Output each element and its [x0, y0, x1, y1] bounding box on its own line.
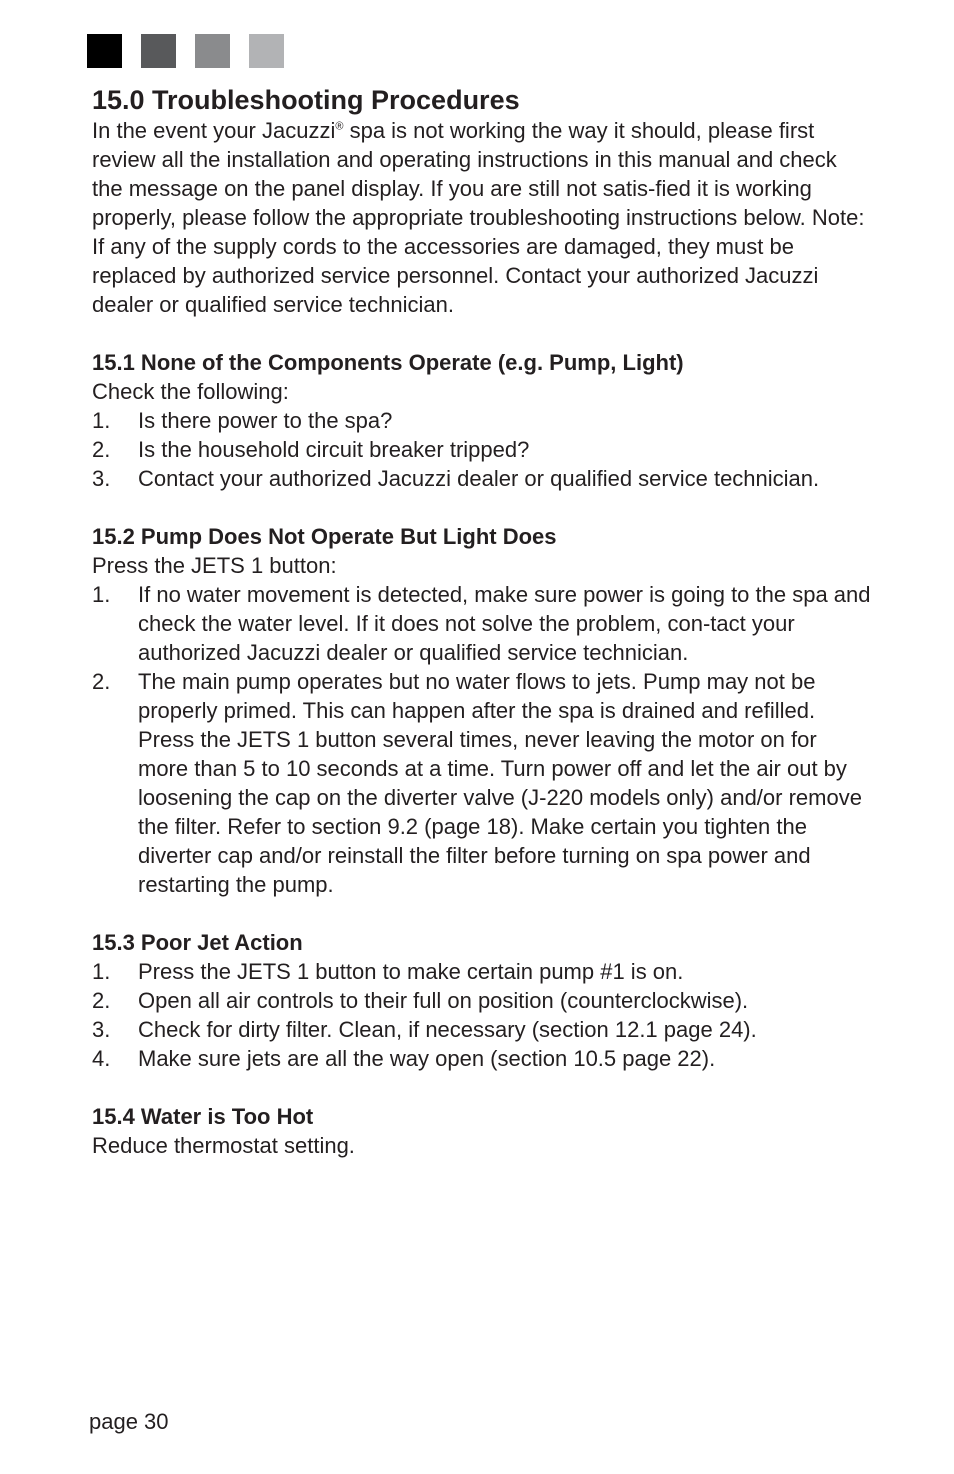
item-text: Open all air controls to their full on position (counterclockwise).	[138, 988, 749, 1013]
section-15-2	[92, 522, 872, 899]
section-heading: 15.2 Pump Does Not Operate But Light Does	[92, 524, 557, 549]
section-lead: Check the following:	[92, 379, 289, 404]
list-item	[92, 406, 872, 435]
item-text: Check for dirty filter. Clean, if necessary (section 12.1 page 24).	[138, 1017, 757, 1042]
item-number: 2.	[92, 437, 111, 462]
list-item	[92, 435, 872, 464]
intro-text-start: In the event your Jacuzzi	[92, 118, 336, 143]
page-number: page 30	[89, 1409, 169, 1434]
square-black	[87, 34, 122, 68]
section-15-3	[92, 928, 872, 1073]
item-number: 3.	[92, 1017, 111, 1042]
section-15-4	[92, 1102, 872, 1160]
section-15-1	[92, 348, 872, 493]
item-number: 2.	[92, 988, 111, 1013]
section-heading: 15.3 Poor Jet Action	[92, 930, 303, 955]
item-text: The main pump operates but no water flows to jets. Pump may not be properly primed. This can happen after the spa is drained and refilled. Press the JETS 1 button several times, never leaving the motor on for more than 5 to 10 seconds at a time. Turn power off and let the air out by loosening the cap on the diverter valve (J-220 models only) and/or remove the filter. Refer to section 9.2 (page 18). Make certain you tighten the diverter cap and/or reinstall the filter before turning on spa power and restarting the pump.	[138, 669, 862, 897]
square-mid-gray	[195, 34, 230, 68]
square-dark-gray	[141, 34, 176, 68]
list-item	[92, 1015, 872, 1044]
list-item	[92, 667, 872, 899]
numbered-list	[92, 957, 872, 1073]
numbered-list	[92, 580, 872, 899]
list-item	[92, 957, 872, 986]
intro-paragraph	[92, 116, 872, 319]
list-item	[92, 580, 872, 667]
square-light-gray	[249, 34, 284, 68]
item-text: Make sure jets are all the way open (section 10.5 page 22).	[138, 1046, 716, 1071]
list-item	[92, 986, 872, 1015]
item-number: 3.	[92, 466, 111, 491]
item-number: 2.	[92, 669, 111, 694]
list-item	[92, 464, 872, 493]
numbered-list	[92, 406, 872, 493]
item-text: Contact your authorized Jacuzzi dealer or qualified service technician.	[138, 466, 820, 491]
item-number: 1.	[92, 408, 111, 433]
item-number: 1.	[92, 582, 111, 607]
section-lead: Press the JETS 1 button:	[92, 553, 337, 578]
item-text: Press the JETS 1 button to make certain pump #1 is on.	[138, 959, 684, 984]
item-text: If no water movement is detected, make sure power is going to the spa and check the water level. If it does not solve the problem, con-tact your authorized Jacuzzi dealer or qualified service technician.	[138, 582, 871, 665]
header-squares	[87, 34, 284, 68]
intro-text-rest: spa is not working the way it should, please first review all the installation and operating instructions in this manual and check the message on the panel display. If you are still not satis-fied it is working properly, please follow the appropriate troubleshooting instructions below. Note: If any of the supply cords to the accessories are damaged, they must be replaced by authorized service personnel. Contact your authorized Jacuzzi dealer or qualified service technician.	[92, 118, 865, 317]
item-number: 4.	[92, 1046, 111, 1071]
page-content	[92, 84, 872, 1160]
page-title: 15.0 Troubleshooting Procedures	[92, 85, 520, 115]
item-text: Is there power to the spa?	[138, 408, 393, 433]
section-heading: 15.1 None of the Components Operate (e.g. Pump, Light)	[92, 350, 684, 375]
registered-mark: ®	[335, 120, 344, 133]
section-heading: 15.4 Water is Too Hot	[92, 1104, 314, 1129]
section-lead: Reduce thermostat setting.	[92, 1133, 355, 1158]
item-number: 1.	[92, 959, 111, 984]
item-text: Is the household circuit breaker tripped?	[138, 437, 530, 462]
list-item	[92, 1044, 872, 1073]
